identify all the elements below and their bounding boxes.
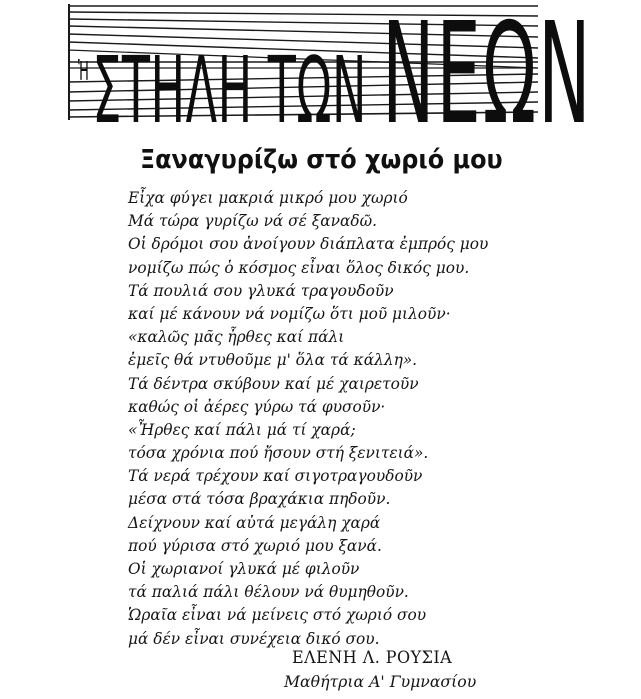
poem-line: «Ἦρθες καί πάλι μά τί χαρά;	[128, 419, 356, 439]
header-prefix: Ἡ	[78, 57, 90, 87]
poem-line: Μά τώρα γυρίζω νά σέ ξαναδῶ.	[128, 211, 377, 231]
banner-stripes	[68, 4, 538, 120]
poem-line: μά δέν εἶναι συνέχεια δικό σου.	[128, 628, 380, 648]
poem-line: Τά δέντρα σκύβουν καί μέ χαιρετοῦν	[128, 373, 419, 393]
author-name: ΕΛΕΝΗ Λ. ΡΟΥΣΙΑ	[292, 648, 453, 668]
poem-line: ἐμεῖς θά ντυθοῦμε μ' ὅλα τά κάλλη».	[128, 350, 418, 370]
header-word-ton: ΤΩΝ	[267, 37, 367, 144]
poem-line: νομίζω πώς ὁ κόσμος εἶναι ὅλος δικός μου.	[128, 257, 470, 277]
header-word-stili: ΣΤΗΛΗ	[92, 37, 253, 144]
author-role: Μαθήτρια Α' Γυμνασίου	[284, 672, 477, 691]
poem-line: μέσα στά τόσα βραχάκια πηδοῦν.	[128, 489, 391, 509]
poem-line: Τά νερά τρέχουν καί σιγοτραγουδοῦν	[128, 466, 423, 486]
poem-line: Οἱ χωριανοί γλυκά μέ φιλοῦν	[128, 559, 360, 578]
poem-body	[128, 186, 598, 650]
poem-line: Ὡραῖα εἶναι νά μείνεις στό χωριό σου	[128, 605, 427, 625]
poem-line: τόσα χρόνια πού ἤσουν στή ξενιτειά».	[128, 443, 429, 463]
poem-line: καί μέ κάνουν νά νομίζω ὅτι μοῦ μιλοῦν·	[128, 303, 451, 323]
poem-line: Δείχνουν καί αὐτά μεγάλη χαρά	[128, 512, 381, 532]
poem-title: Ξαναγυρίζω στό χωριό μου	[140, 145, 503, 175]
poem-line: Οἱ δρόμοι σου ἀνοίγουν διάπλατα ἐμπρός μου	[128, 234, 489, 254]
column-header-banner	[68, 0, 593, 156]
poem-line: «καλῶς μᾶς ἦρθες καί πάλι	[128, 327, 345, 347]
poem-line: Εἶχα φύγει μακριά μικρό μου χωριό	[128, 188, 408, 207]
poem-line: καθώς οἱ ἀέρες γύρω τά φυσοῦν·	[128, 396, 386, 416]
header-word-neon: ΝΕΩΝ	[382, 0, 593, 156]
poem-line: τά παλιά πάλι θέλουν νά θυμηθοῦν.	[128, 582, 409, 602]
poem-line: Τά πουλιά σου γλυκά τραγουδοῦν	[128, 280, 394, 300]
poem-line: πού γύρισα στό χωριό μου ξανά.	[128, 535, 382, 555]
